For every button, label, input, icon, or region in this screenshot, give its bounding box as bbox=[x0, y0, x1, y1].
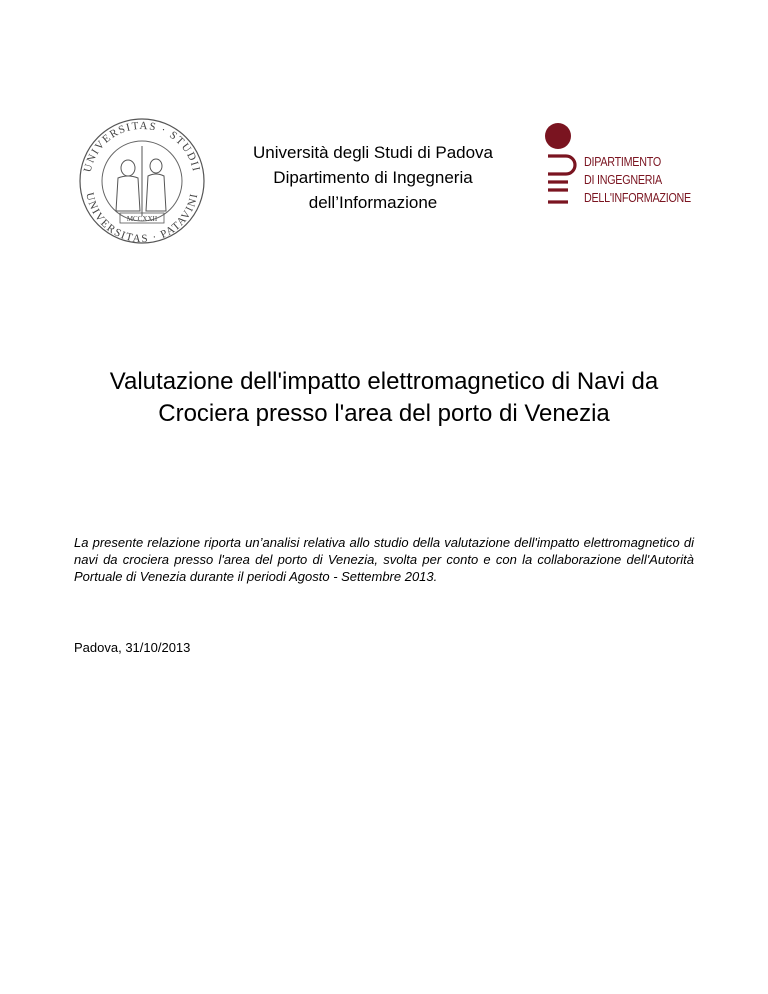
title-line2: Crociera presso l'area del porto di Venezia bbox=[158, 400, 610, 427]
seal-text-top: UNIVERSITAS · STUDII bbox=[81, 119, 203, 174]
department-name-line1: Dipartimento di Ingegneria bbox=[273, 168, 473, 187]
abstract-paragraph: La presente relazione riporta un’analisi relativa allo studio della valutazione dell'impatto elettromagnetico di navi da crociera presso l'area del porto di Venezia, svolta per conto e con la collaborazione dell'Autorità Portuale di Venezia durante il periodi Agosto - Settembre 2013. bbox=[74, 535, 694, 584]
seal-text-bottom: UNIVERSITAS · PATAVINI bbox=[83, 191, 201, 246]
university-seal-icon bbox=[68, 116, 216, 246]
title-line1: Valutazione dell'impatto elettromagnetico di Navi da bbox=[109, 368, 659, 395]
dei-logo-line3: DELL'INFORMAZIONE bbox=[584, 191, 691, 205]
dei-logo-text bbox=[584, 153, 691, 207]
seal-year: MCCXXII bbox=[126, 215, 158, 223]
dei-logo-line2: DI INGEGNERIA bbox=[584, 173, 662, 187]
date-line: Padova, 31/10/2013 bbox=[74, 640, 191, 655]
university-name: Università degli Studi di Padova bbox=[252, 143, 494, 162]
dei-logo-line1: DIPARTIMENTO bbox=[584, 155, 661, 169]
university-name-block bbox=[220, 140, 526, 215]
department-name-line2: dell’Informazione bbox=[308, 193, 438, 212]
document-title bbox=[40, 366, 728, 430]
